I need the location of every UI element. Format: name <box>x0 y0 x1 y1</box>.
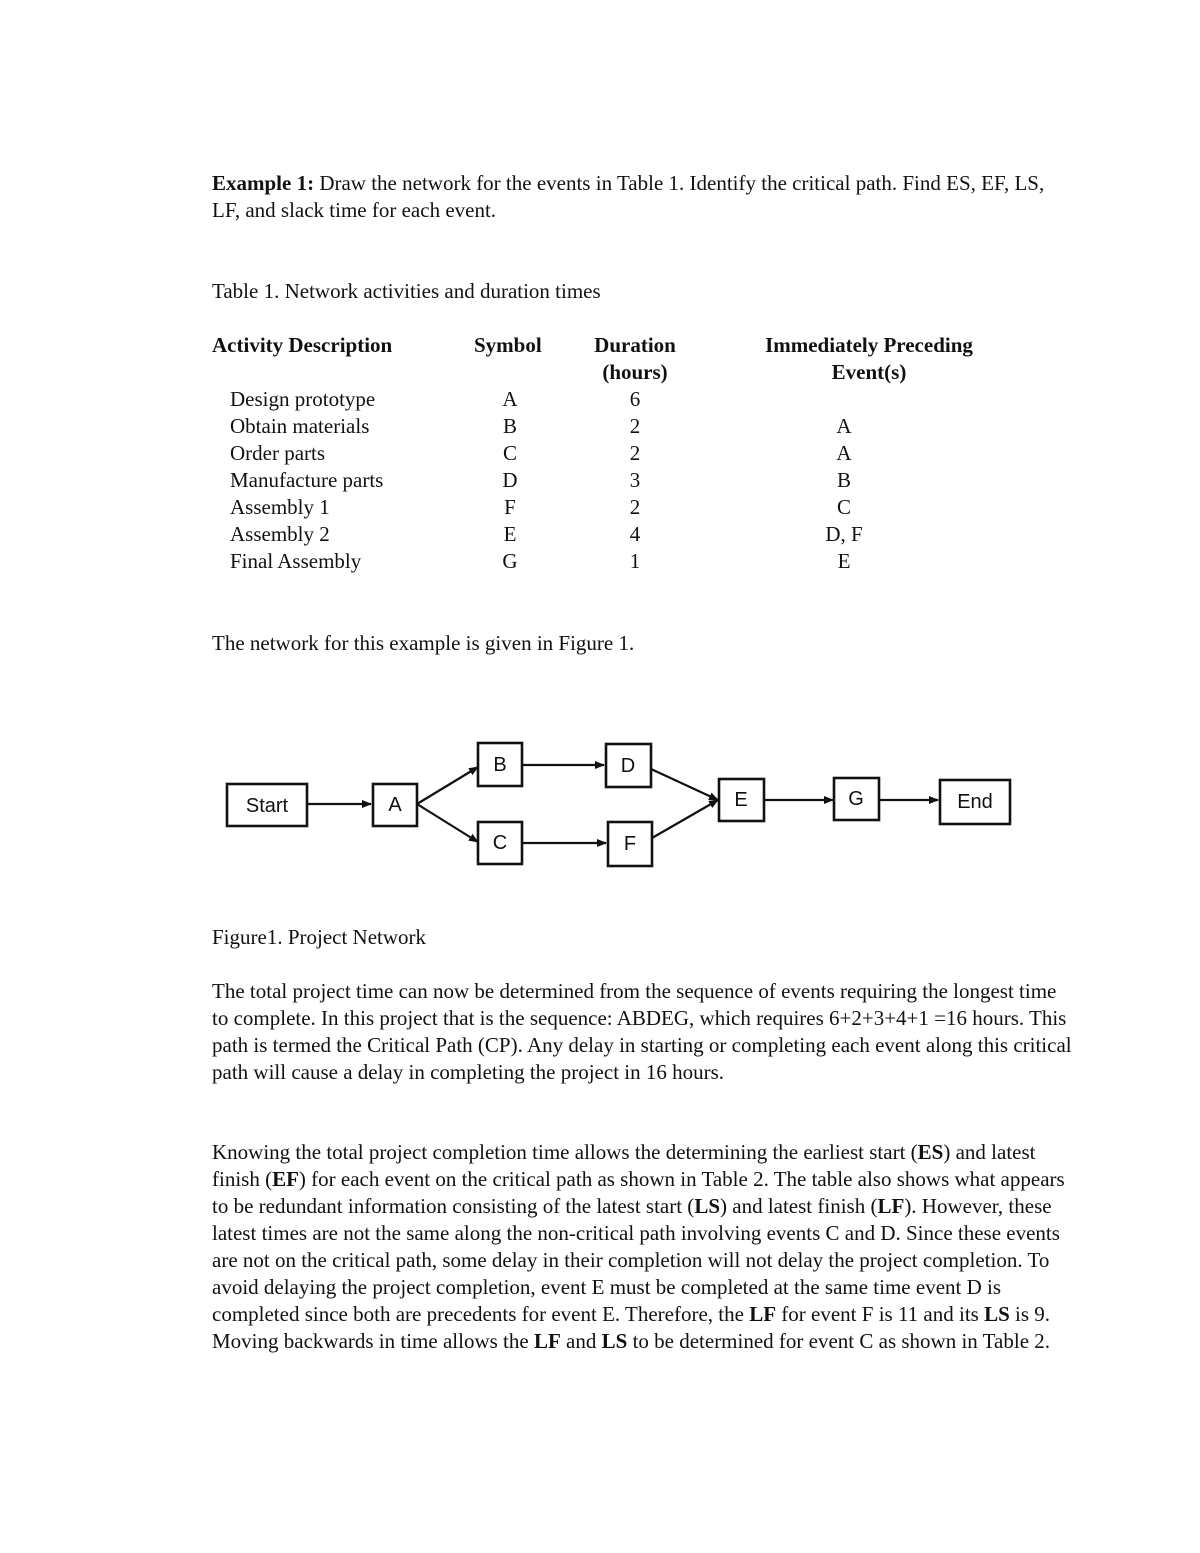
row-preceding: E <box>837 549 851 573</box>
p2-term: LF <box>749 1302 777 1326</box>
header-symbol: Symbol <box>474 333 542 357</box>
row-symbol: B <box>502 414 517 438</box>
row-preceding: A <box>836 441 852 465</box>
p2-text: ) for each event on the critical path as shown in Table 2. The table also shows what appears to be redundant information consisting of the latest start ( <box>212 1167 1065 1218</box>
node-g-label: G <box>848 788 864 810</box>
network-intro: The network for this example is given in Figure 1. <box>212 631 635 655</box>
header-duration-unit: (hours) <box>602 360 668 384</box>
figure-caption: Figure1. Project Network <box>212 925 427 949</box>
row-preceding: C <box>836 495 851 519</box>
node-end-label: End <box>957 791 993 813</box>
node-c-label: C <box>492 832 508 854</box>
row-description: Assembly 1 <box>230 495 330 519</box>
intro-text: Draw the network for the events in Table 1. Identify the critical path. Find ES, EF, LS, LF, and slack time for each event. <box>212 171 1045 222</box>
row-description: Final Assembly <box>230 549 362 573</box>
p2-text: ) and latest finish ( <box>720 1194 878 1218</box>
node-f-label: F <box>623 833 637 855</box>
edge-a-c <box>417 804 478 842</box>
p2-term: ES <box>917 1140 944 1164</box>
row-duration: 2 <box>629 441 641 465</box>
intro-paragraph <box>212 170 1072 224</box>
row-duration: 2 <box>629 414 641 438</box>
p2-term: LF <box>877 1194 905 1218</box>
header-preceding: Immediately Preceding <box>765 333 973 357</box>
paragraph-critical-path: The total project time can now be determined from the sequence of events requiring the longest time to complete. In this project that is the sequence: ABDEG, which requires 6+2+3+4+1 =16 hours. This path is termed the Critical Path (CP). Any delay in starting or completing each event along this critical path will cause a delay in completing the project in 16 hours. <box>212 979 1072 1084</box>
row-description: Order parts <box>230 441 326 465</box>
row-preceding: A <box>836 414 852 438</box>
project-network-diagram <box>0 720 1200 890</box>
row-symbol: F <box>504 495 516 519</box>
edge-a-b <box>417 767 478 804</box>
header-description: Activity Description <box>212 333 393 357</box>
p2-term: LS <box>601 1329 628 1353</box>
intro-label: Example 1: <box>212 171 315 195</box>
row-symbol: C <box>502 441 517 465</box>
p2-text: is 9. Moving backwards in time allows the <box>212 1302 1051 1353</box>
row-symbol: A <box>502 387 518 411</box>
row-duration: 2 <box>629 495 641 519</box>
p2-text: for event F is 11 and its <box>776 1302 985 1326</box>
node-e-label: E <box>734 789 748 811</box>
p2-text: and <box>560 1329 602 1353</box>
row-duration: 4 <box>629 522 641 546</box>
paragraph-es-ef <box>212 1139 1072 1355</box>
p2-text: ). However, these latest times are not the same along the non-critical path involving events C and D. Since these events are not on the critical path, some delay in their completion will not delay the project completion. To avoid delaying the project completion, event E must be completed at the same time event D is completed since both are precedents for event E. Therefore, the <box>212 1194 1060 1326</box>
p2-term: LS <box>694 1194 720 1218</box>
table1-caption: Table 1. Network activities and duration times <box>212 279 601 303</box>
row-preceding: B <box>836 468 851 492</box>
row-symbol: D <box>502 468 518 492</box>
p2-term: LF <box>533 1329 561 1353</box>
header-preceding-2: Event(s) <box>831 360 907 384</box>
node-start-label: Start <box>245 795 289 817</box>
p2-text: Knowing the total project completion time allows the determining the earliest start ( <box>212 1140 918 1164</box>
node-b-label: B <box>493 754 507 776</box>
edge-f-e <box>652 800 718 838</box>
p2-term: LS <box>984 1302 1010 1326</box>
row-preceding: D, F <box>825 522 863 546</box>
p2-text: to be determined for event C as shown in Table 2. <box>627 1329 1051 1353</box>
row-duration: 6 <box>629 387 641 411</box>
header-duration: Duration <box>594 333 676 357</box>
node-a-label: A <box>388 794 402 816</box>
row-description: Design prototype <box>230 387 376 411</box>
p2-term: EF <box>272 1167 299 1191</box>
row-duration: 1 <box>629 549 641 573</box>
p2-text: ) and latest finish ( <box>212 1140 1036 1191</box>
node-d-label: D <box>620 755 636 777</box>
row-description: Obtain materials <box>230 414 370 438</box>
row-description: Manufacture parts <box>230 468 384 492</box>
row-symbol: E <box>503 522 517 546</box>
row-symbol: G <box>502 549 518 573</box>
row-description: Assembly 2 <box>230 522 330 546</box>
row-duration: 3 <box>629 468 641 492</box>
edge-d-e <box>651 769 718 800</box>
